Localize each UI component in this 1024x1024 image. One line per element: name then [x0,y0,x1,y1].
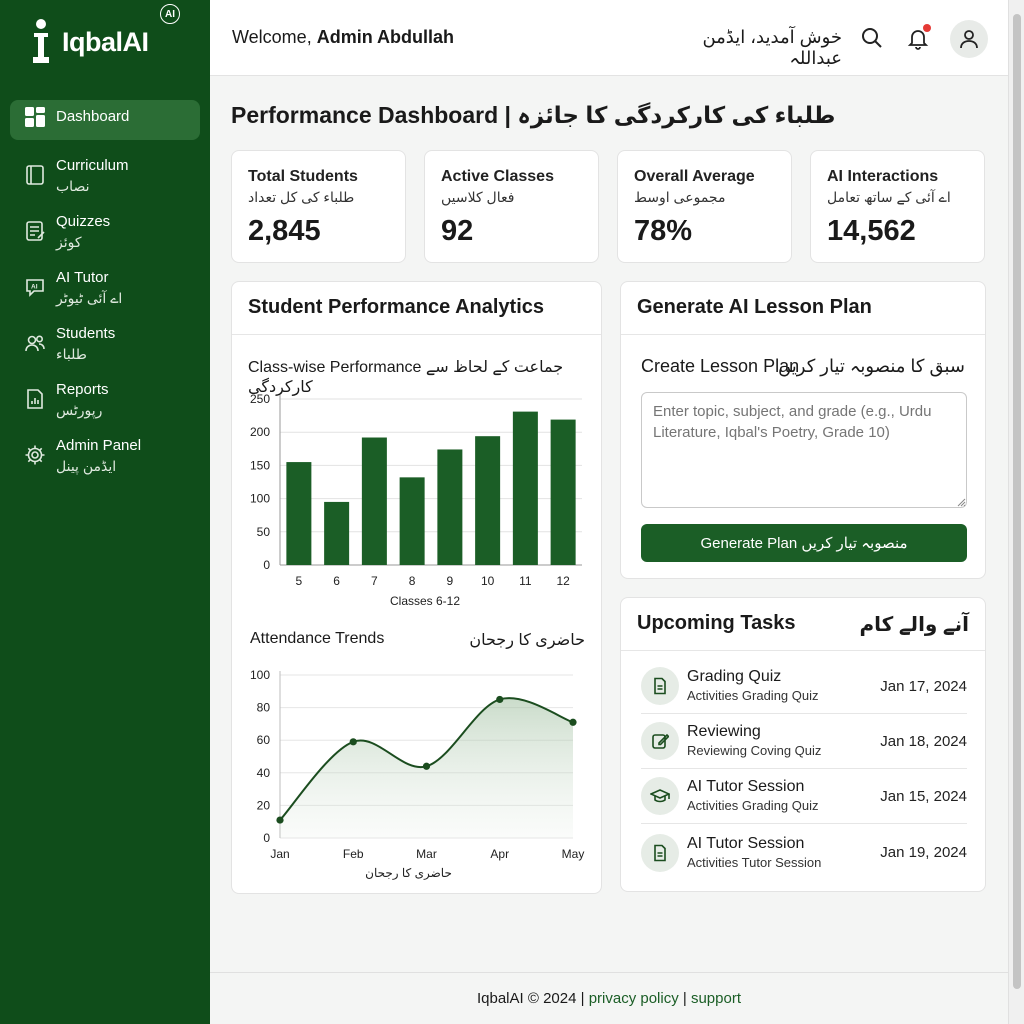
stat-value: 2,845 [248,215,321,247]
analytics-card-header [232,282,601,335]
bar-mark [400,477,425,565]
line-point [276,816,283,823]
line-y-tick-label: 60 [256,733,270,748]
lesson-plan-subtitle-urdu: سبق کا منصوبہ تیار کریں [778,356,965,376]
task-icon-wrap [641,667,679,705]
line-x-tick-label: Feb [342,847,364,861]
bar-mark [475,436,500,565]
stat-label: Active Classes [441,168,554,185]
brand-ai-badge: AI [160,4,180,24]
footer-separator: | [682,990,687,1007]
task-sub: Activities Grading Quiz [687,798,819,813]
avatar[interactable] [950,20,988,58]
bar-x-tick-label: 12 [556,574,570,588]
stat-label: AI Interactions [827,168,939,185]
line-point [569,719,576,726]
upcoming-tasks-header [621,598,985,651]
bar-x-tick-label: 11 [519,574,532,588]
line-y-tick-label: 40 [256,765,270,780]
stat-sub: طلباء کی کل تعداد [248,189,355,205]
sidebar-item-label: Dashboard [56,108,130,125]
notification-dot [923,24,931,32]
task-row[interactable] [641,714,967,769]
sidebar-item-sub: رپورٹس [56,402,103,418]
task-icon-wrap [641,722,679,760]
line-chart-title: Attendance Trends [250,630,385,647]
graduation-cap-icon [650,787,670,805]
sidebar-item-dashboard[interactable] [10,100,200,140]
sidebar-item-label: Quizzes [56,213,111,230]
footer [210,972,1008,1024]
sidebar-item-label: Curriculum [56,157,129,174]
search-icon[interactable] [860,26,884,50]
document-icon [651,677,669,695]
sidebar-item-label: Admin Panel [56,437,142,454]
stat-value: 14,562 [827,215,916,247]
document-icon [651,844,669,862]
svg-text:AI: AI [31,283,38,291]
bar-mark [551,420,576,565]
sidebar-item-sub: طلباء [56,346,87,362]
analytics-card [231,281,602,894]
brand-logo[interactable] [28,14,149,70]
stat-label: Total Students [248,168,358,185]
sidebar-item-sub: نصاب [56,178,90,194]
bar-mark [286,462,311,565]
resize-grip-icon[interactable] [957,498,966,507]
stat-value: 78% [634,215,693,247]
footer-copyright: IqbalAI © 2024 | [476,990,585,1007]
stat-sub: فعال کلاسیں [441,189,515,205]
bar-x-tick-label: 5 [295,574,303,588]
line-point [423,763,430,770]
line-point [350,738,357,745]
line-y-tick-label: 0 [263,831,270,845]
task-sub: Activities Grading Quiz [687,688,819,703]
bar-chart-title-ur: جماعت کے لحاظ سے کارکردگی [248,359,564,396]
user-name: Admin Abdullah [316,27,455,47]
sidebar-item-sub: کوئز [56,234,82,250]
bar-y-tick-label: 100 [249,491,270,506]
task-row[interactable] [641,769,967,824]
task-row[interactable] [641,659,967,714]
line-point [496,696,503,703]
sidebar-nav [10,100,200,486]
stat-card-ai-interactions [810,150,985,263]
ai-chat-icon [24,276,46,298]
sidebar-item-curriculum[interactable] [10,150,200,206]
line-chart-title-urdu: حاضری کا رجحان [469,632,585,649]
task-icon-wrap [641,777,679,815]
task-date: Jan 15, 2024 [880,787,967,805]
welcome-message [232,27,454,48]
bar-x-axis-label: Classes 6-12 [389,594,461,608]
bar-y-tick-label: 200 [249,425,270,440]
generate-plan-button[interactable]: Generate Plan منصوبہ تیار کریں [641,524,967,562]
bar-mark [362,438,387,565]
analytics-title: Student Performance Analytics [248,296,545,318]
task-title: AI Tutor Session [687,778,805,795]
stat-card-active-classes [424,150,599,263]
lesson-plan-card [620,281,986,579]
line-x-tick-label: May [561,847,585,861]
line-x-tick-label: Apr [490,847,510,861]
sidebar-item-label: AI Tutor [56,269,109,286]
lesson-plan-header [621,282,985,335]
user-icon [958,28,980,50]
bar-y-tick-label: 50 [256,524,270,539]
line-y-tick-label: 20 [256,798,270,813]
stat-label: Overall Average [634,168,755,185]
bar-y-tick-label: 250 [249,392,270,406]
sidebar-item-quizzes[interactable] [10,206,200,262]
bar-y-tick-label: 0 [263,558,270,572]
upcoming-tasks-title-urdu: آنے والے کام [859,614,969,636]
page-title: Performance Dashboard | طلباء کی کارکردگی کا جائزہ [231,102,836,128]
top-bar [210,0,1008,76]
upcoming-tasks-card [620,597,986,892]
sidebar-item-sub: ایڈمن پینل [56,458,117,474]
upcoming-tasks-title: Upcoming Tasks [637,612,796,634]
support-link[interactable]: support [690,990,742,1007]
bar-x-tick-label: 7 [371,574,378,588]
brand-name: IqbalAI [62,26,149,57]
gear-icon [24,444,46,466]
book-icon [24,164,46,186]
stat-card-overall-average [617,150,792,263]
line-x-tick-label: Jan [270,847,290,861]
lesson-topic-input[interactable] [641,392,967,508]
task-sub: Reviewing Coving Quiz [687,743,822,758]
bar-mark [513,412,538,565]
bar-x-tick-label: 8 [408,574,416,588]
scrollbar-thumb[interactable] [1013,14,1021,989]
welcome-message-urdu: خوش آمدید، ایڈمن عبداللہ [702,27,842,68]
stat-card-total-students [231,150,406,263]
bar-chart [232,382,601,612]
bar-mark [324,502,349,565]
sidebar-item-sub: اے آئی ٹیوٹر [56,290,123,306]
bar-y-tick-label: 150 [249,458,270,473]
bar-mark [437,449,462,565]
bar-chart-title-en: Class-wise Performance [248,359,422,376]
sidebar-item-label: Students [56,325,116,342]
line-x-tick-label: Mar [416,847,437,861]
stat-sub: اے آئی کے ساتھ تعامل [827,189,951,205]
sidebar-item-reports[interactable] [10,374,200,430]
welcome-prefix: Welcome, [232,27,312,47]
sidebar-item-ai-tutor[interactable] [10,262,200,318]
lesson-plan-title: Generate AI Lesson Plan [637,296,872,318]
users-icon [24,332,46,354]
line-x-axis-label: حاضری کا رجحان [365,866,452,880]
stat-value: 92 [441,215,474,247]
line-chart [232,660,601,882]
sidebar-item-label: Reports [56,381,109,398]
task-row[interactable] [641,825,967,880]
task-title: Reviewing [687,723,761,740]
quiz-icon [24,220,46,242]
task-sub: Activities Tutor Session [687,854,822,870]
line-y-tick-label: 80 [256,700,270,715]
stat-sub: مجموعی اوسط [634,189,726,205]
task-date: Jan 18, 2024 [880,732,967,750]
privacy-policy-link[interactable]: privacy policy [588,990,679,1007]
logo-figure-icon [28,17,54,67]
sidebar-item-students[interactable] [10,318,200,374]
lesson-plan-subtitle: Create Lesson Plan [641,356,800,376]
line-y-tick-label: 100 [249,668,270,682]
task-icon-wrap [641,834,679,872]
bar-x-tick-label: 10 [480,574,495,588]
task-title: Grading Quiz [687,668,782,685]
dashboard-icon [24,106,46,128]
sidebar [0,0,210,1024]
bar-x-tick-label: 6 [333,574,340,588]
task-date: Jan 17, 2024 [880,677,967,695]
edit-icon [651,732,669,750]
report-icon [24,388,46,410]
bar-x-tick-label: 9 [446,574,454,588]
task-title: AI Tutor Session [687,834,805,852]
sidebar-item-admin-panel[interactable] [10,430,200,486]
page-scrollbar[interactable] [1008,0,1024,1024]
task-date: Jan 19, 2024 [880,844,967,861]
